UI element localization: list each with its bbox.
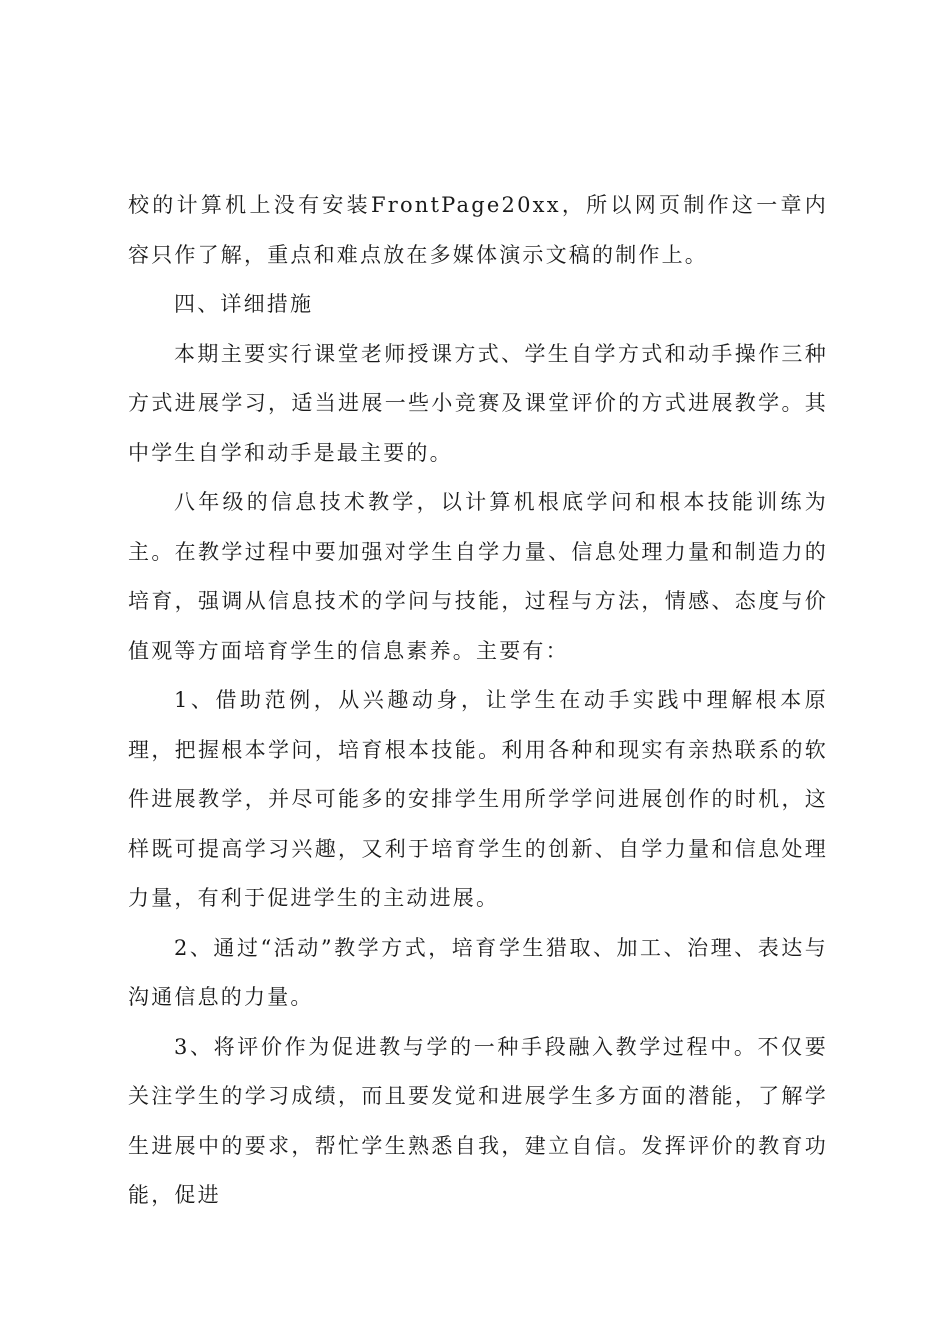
list-item-2: 2、通过“活动”教学方式，培育学生猎取、加工、治理、表达与沟通信息的力量。 [128, 935, 828, 1009]
paragraph: 本期主要实行课堂老师授课方式、学生自学方式和动手操作三种方式进展学习，适当进展一些小竞赛及课堂评价的方式进展教学。其中学生自学和动手是最主要的。 [128, 341, 828, 465]
document-body [128, 181, 828, 1221]
paragraph: 八年级的信息技术教学，以计算机根底学问和根本技能训练为主。在教学过程中要加强对学生自学力量、信息处理力量和制造力的培育，强调从信息技术的学问与技能，过程与方法，情感、态度与价值观等方面培育学生的信息素养。主要有： [128, 490, 828, 663]
paragraph-continuation: 校的计算机上没有安装FrontPage20xx，所以网页制作这一章内容只作了解，重点和难点放在多媒体演示文稿的制作上。 [128, 193, 828, 267]
section-heading: 四、详细措施 [174, 292, 314, 316]
list-item-3: 3、将评价作为促进教与学的一种手段融入教学过程中。不仅要关注学生的学习成绩，而且要发觉和进展学生多方面的潜能，了解学生进展中的要求，帮忙学生熟悉自我，建立自信。发挥评价的教育功能，促进 [128, 1034, 828, 1207]
list-item-1: 1、借助范例，从兴趣动身，让学生在动手实践中理解根本原理，把握根本学问，培育根本技能。利用各种和现实有亲热联系的软件进展教学，并尽可能多的安排学生用所学学问进展创作的时机，这样既可提高学习兴趣，又利于培育学生的创新、自学力量和信息处理力量，有利于促进学生的主动进展。 [128, 688, 828, 910]
